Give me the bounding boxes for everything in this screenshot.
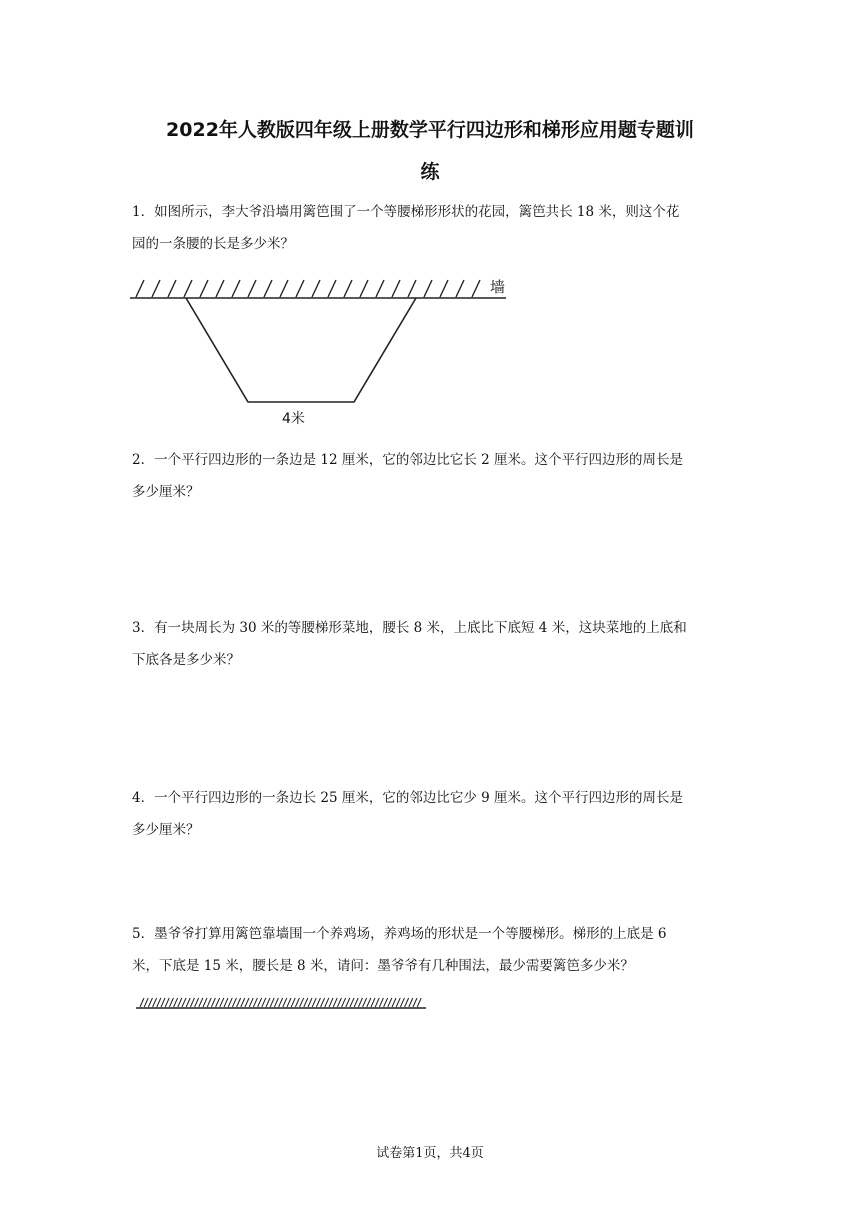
question-5-line-1: 5．墨爷爷打算用篱笆靠墙围一个养鸡场，养鸡场的形状是一个等腰梯形。梯形的上底是 6 (132, 926, 667, 942)
question-4-line-1: 4．一个平行四边形的一条边长 25 厘米，它的邻边比它少 9 厘米。这个平行四边形的周长是 (132, 790, 684, 806)
wall-hatching (136, 280, 480, 297)
page-footer: 试卷第1页，共4页 (376, 1146, 484, 1161)
question-3 (132, 612, 732, 676)
question-1-line-1: 1．如图所示，李大爷沿墙用篱笆围了一个等腰梯形形状的花园，篱笆共长 18 米，则这个花 (132, 204, 680, 220)
wall-figure (132, 992, 432, 1016)
question-3-line-2: 下底各是多少米？ (132, 652, 240, 668)
question-4-line-2: 多少厘米？ (132, 822, 200, 838)
bottom-base-label: 4米 (282, 411, 305, 427)
wall-label: 墙 (490, 278, 506, 296)
question-2 (132, 444, 732, 508)
question-3-line-1: 3．有一块周长为 30 米的等腰梯形菜地，腰长 8 米，上底比下底短 4 米，这块菜地的上底和 (132, 620, 687, 636)
question-2-line-2: 多少厘米？ (132, 484, 200, 500)
question-5 (132, 918, 732, 982)
question-2-line-1: 2．一个平行四边形的一条边是 12 厘米，它的邻边比它长 2 厘米。这个平行四边形的周长是 (132, 452, 684, 468)
question-1-line-2: 园的一条腰的长是多少米？ (132, 236, 294, 252)
trapezoid-fence (186, 298, 416, 402)
wall-fine-hatching (140, 998, 421, 1007)
page-title-line-2: 练 (420, 161, 440, 183)
question-5-line-2: 米，下底是 15 米，腰长是 8 米，请问：墨爷爷有几种围法，最少需要篱笆多少米？ (132, 958, 634, 974)
trapezoid-garden-figure (120, 268, 520, 430)
page-title-line-1: 2022年人教版四年级上册数学平行四边形和梯形应用题专题训 (166, 119, 694, 141)
question-4 (132, 782, 732, 846)
question-1 (132, 196, 732, 260)
